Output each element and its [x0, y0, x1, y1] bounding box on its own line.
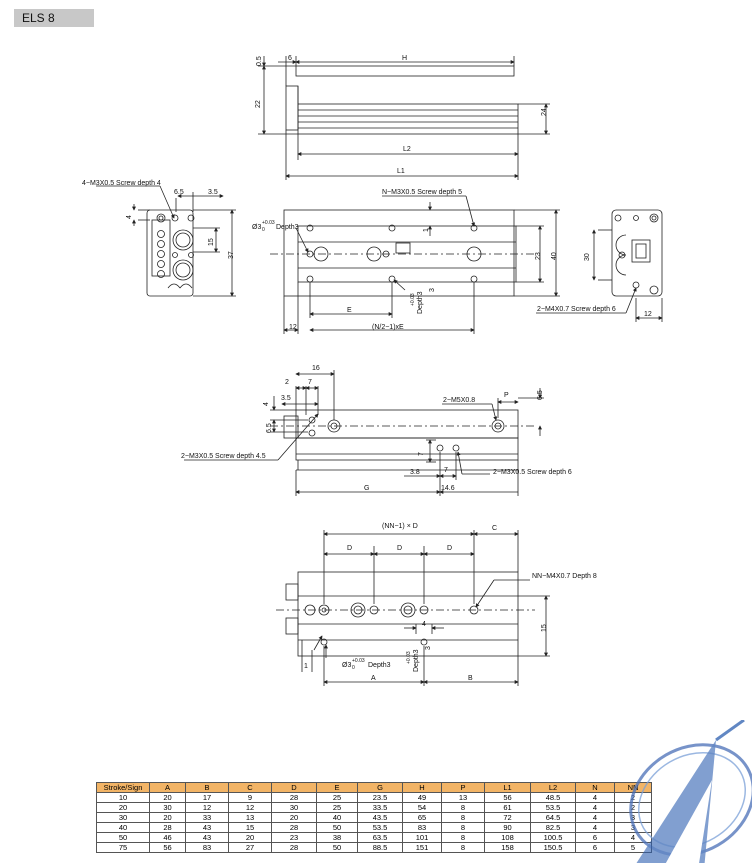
table-cell: 25	[317, 793, 358, 803]
dim-A: A	[371, 675, 376, 682]
table-cell: 13	[229, 813, 272, 823]
table-cell: 20	[272, 813, 317, 823]
header-cell: E	[317, 783, 358, 793]
dim-NND: (NN−1) × D	[382, 523, 418, 530]
note-pin-tol-zero: 0	[352, 665, 355, 671]
note-pin-depth: Depth3	[368, 662, 391, 669]
table-cell: 20	[150, 813, 186, 823]
dim-37: 37	[228, 251, 235, 259]
table-cell: 27	[229, 843, 272, 853]
dim-4: 4	[422, 621, 426, 628]
table-cell: 150.5	[531, 843, 576, 853]
table-cell: 20	[150, 793, 186, 803]
table-cell: 15	[229, 823, 272, 833]
dim-40: 40	[551, 252, 558, 260]
dim-D2: D	[397, 545, 403, 552]
table-cell: 4	[576, 803, 615, 813]
table-cell: 20	[97, 803, 150, 813]
dim-15: 15	[541, 624, 548, 632]
table-cell: 53.5	[531, 803, 576, 813]
table-cell: 101	[403, 833, 442, 843]
table-cell: 88.5	[358, 843, 403, 853]
note-pin-depth: Depth3	[276, 224, 299, 231]
note-m5: 2−M5X0.8	[443, 397, 476, 404]
dim-2: 2	[285, 379, 289, 386]
table-cell: 83	[403, 823, 442, 833]
dim-6-5: 6.5	[174, 189, 184, 196]
header-cell: Stroke/Sign	[97, 783, 150, 793]
note-m3-depth4: 4−M3X0.5 Screw depth 4	[82, 180, 161, 187]
dim-G: G	[364, 485, 370, 492]
dim-0-5: 0.5	[256, 56, 263, 66]
header-cell: NN	[615, 783, 652, 793]
table-cell: 64.5	[531, 813, 576, 823]
dim-B: B	[468, 675, 473, 682]
view-left-end	[96, 186, 236, 296]
note-m3-depth45: 2−M3X0.5 Screw depth 4.5	[181, 453, 266, 460]
table-cell: 8	[442, 833, 485, 843]
table-cell: 5	[615, 843, 652, 853]
dim-3-5: 3.5	[208, 189, 218, 196]
table-cell: 17	[186, 793, 229, 803]
table-cell: 56	[485, 793, 531, 803]
table-cell: 28	[272, 793, 317, 803]
dim-30: 30	[584, 253, 591, 261]
table-cell: 28	[150, 823, 186, 833]
dim-E: E	[347, 307, 352, 314]
table-cell: 30	[150, 803, 186, 813]
note-pin-phi3: Ø3	[342, 662, 352, 669]
dim-15: 15	[208, 238, 215, 246]
table-cell: 9	[229, 793, 272, 803]
table-cell: 8	[442, 803, 485, 813]
spec-table	[96, 782, 652, 853]
header-cell: L1	[485, 783, 531, 793]
table-cell: 65	[403, 813, 442, 823]
note-vert-3: 3	[429, 288, 436, 292]
table-cell: 6	[576, 843, 615, 853]
dim-6-5b: 6.5	[537, 390, 544, 400]
view-plan	[270, 196, 560, 334]
dim-D1: D	[347, 545, 353, 552]
dim-14-6: 14.6	[441, 485, 455, 492]
note-pin-tol-zero: 0	[262, 227, 265, 233]
table-cell: 46	[150, 833, 186, 843]
table-header-row	[97, 783, 652, 793]
dim-24: 24	[541, 108, 548, 116]
note-m4-depth8: NN−M4X0.7 Depth 8	[532, 573, 597, 580]
table-cell: 23	[272, 833, 317, 843]
dim-22: 22	[255, 100, 262, 108]
table-cell: 40	[97, 823, 150, 833]
dim-1: 1	[304, 663, 308, 670]
header-cell: L2	[531, 783, 576, 793]
table-cell: 43	[186, 823, 229, 833]
note-vert-tol: +0.03	[410, 293, 416, 306]
table-row	[97, 833, 652, 843]
table-cell: 8	[442, 823, 485, 833]
table-cell: 43.5	[358, 813, 403, 823]
table-cell: 30	[97, 813, 150, 823]
header-cell: B	[186, 783, 229, 793]
dim-12a: 12	[289, 324, 297, 331]
note-vert-tol: +0.03	[406, 651, 412, 664]
table-cell: 33.5	[358, 803, 403, 813]
header-cell: H	[403, 783, 442, 793]
header-cell: D	[272, 783, 317, 793]
table-cell: 20	[229, 833, 272, 843]
table-cell: 48.5	[531, 793, 576, 803]
note-m4-depth6: 2−M4X0.7 Screw depth 6	[537, 306, 616, 313]
header-cell: C	[229, 783, 272, 793]
table-cell: 151	[403, 843, 442, 853]
table-cell: 3	[615, 823, 652, 833]
table-cell: 53.5	[358, 823, 403, 833]
dim-H: H	[402, 55, 408, 62]
table-cell: 38	[317, 833, 358, 843]
dim-4: 4	[263, 402, 270, 406]
table-row	[97, 793, 652, 803]
table-cell: 2	[615, 793, 652, 803]
table-cell: 12	[186, 803, 229, 813]
table-cell: 83	[186, 843, 229, 853]
header-cell: N	[576, 783, 615, 793]
view-top-profile	[258, 56, 550, 180]
note-m3-depth5: N−M3X0.5 Screw depth 5	[382, 189, 462, 196]
table-cell: 4	[615, 833, 652, 843]
table-cell: 50	[317, 843, 358, 853]
dim-3-8: 3.8	[410, 469, 420, 476]
table-cell: 33	[186, 813, 229, 823]
note-vert-depth: Depth3	[417, 291, 424, 314]
table-row	[97, 803, 652, 813]
table-cell: 4	[576, 823, 615, 833]
dim-7c: 7	[444, 467, 448, 474]
table-cell: 82.5	[531, 823, 576, 833]
table-cell: 13	[442, 793, 485, 803]
table-cell: 2	[615, 803, 652, 813]
note-pin-phi3: Ø3	[252, 224, 262, 231]
dim-P: P	[504, 392, 509, 399]
dim-NE: (N/2−1)xE	[372, 324, 404, 331]
table-cell: 108	[485, 833, 531, 843]
dim-12b: 12	[644, 311, 652, 318]
table-row	[97, 813, 652, 823]
table-cell: 50	[317, 823, 358, 833]
dim-7b: 7	[418, 452, 425, 456]
table-cell: 54	[403, 803, 442, 813]
table-cell: 8	[442, 813, 485, 823]
table-cell: 25	[317, 803, 358, 813]
header-cell: A	[150, 783, 186, 793]
dim-C: C	[492, 525, 498, 532]
header-cell: G	[358, 783, 403, 793]
table-cell: 8	[442, 843, 485, 853]
dim-6: 6	[288, 55, 292, 62]
table-cell: 50	[97, 833, 150, 843]
table-cell: 28	[272, 843, 317, 853]
dim-L2: L2	[403, 146, 411, 153]
note-m3-depth6: 2−M3X0.5 Screw depth 6	[493, 469, 572, 476]
model-label: ELS 8	[14, 9, 94, 27]
dim-D3: D	[447, 545, 453, 552]
view-side	[184, 370, 544, 496]
table-cell: 3	[615, 813, 652, 823]
table-row	[97, 843, 652, 853]
table-cell: 61	[485, 803, 531, 813]
dim-7a: 7	[308, 379, 312, 386]
table-cell: 75	[97, 843, 150, 853]
dim-4: 4	[126, 215, 133, 219]
table-cell: 28	[272, 823, 317, 833]
table-cell: 10	[97, 793, 150, 803]
table-cell: 90	[485, 823, 531, 833]
table-cell: 43	[186, 833, 229, 843]
dim-L1: L1	[397, 168, 405, 175]
table-cell: 4	[576, 813, 615, 823]
table-cell: 4	[576, 793, 615, 803]
table-cell: 30	[272, 803, 317, 813]
header-cell: P	[442, 783, 485, 793]
note-pin-tol: +0.03	[352, 658, 365, 664]
table-cell: 56	[150, 843, 186, 853]
note-pin-tol: +0.03	[262, 220, 275, 226]
note-vert-3: 3	[425, 646, 432, 650]
table-cell: 100.5	[531, 833, 576, 843]
dim-1: 1	[423, 228, 430, 232]
dim-3-5: 3.5	[281, 395, 291, 402]
table-cell: 72	[485, 813, 531, 823]
table-cell: 40	[317, 813, 358, 823]
table-cell: 63.5	[358, 833, 403, 843]
table-cell: 158	[485, 843, 531, 853]
table-cell: 49	[403, 793, 442, 803]
table-cell: 12	[229, 803, 272, 813]
note-vert-depth: Depth3	[413, 649, 420, 672]
table-row	[97, 823, 652, 833]
brand-logo-icon	[612, 720, 752, 863]
dim-23: 23	[535, 252, 542, 260]
dim-16: 16	[312, 365, 320, 372]
dim-6-5a: 6.5	[266, 423, 273, 433]
table-cell: 6	[576, 833, 615, 843]
table-cell: 23.5	[358, 793, 403, 803]
